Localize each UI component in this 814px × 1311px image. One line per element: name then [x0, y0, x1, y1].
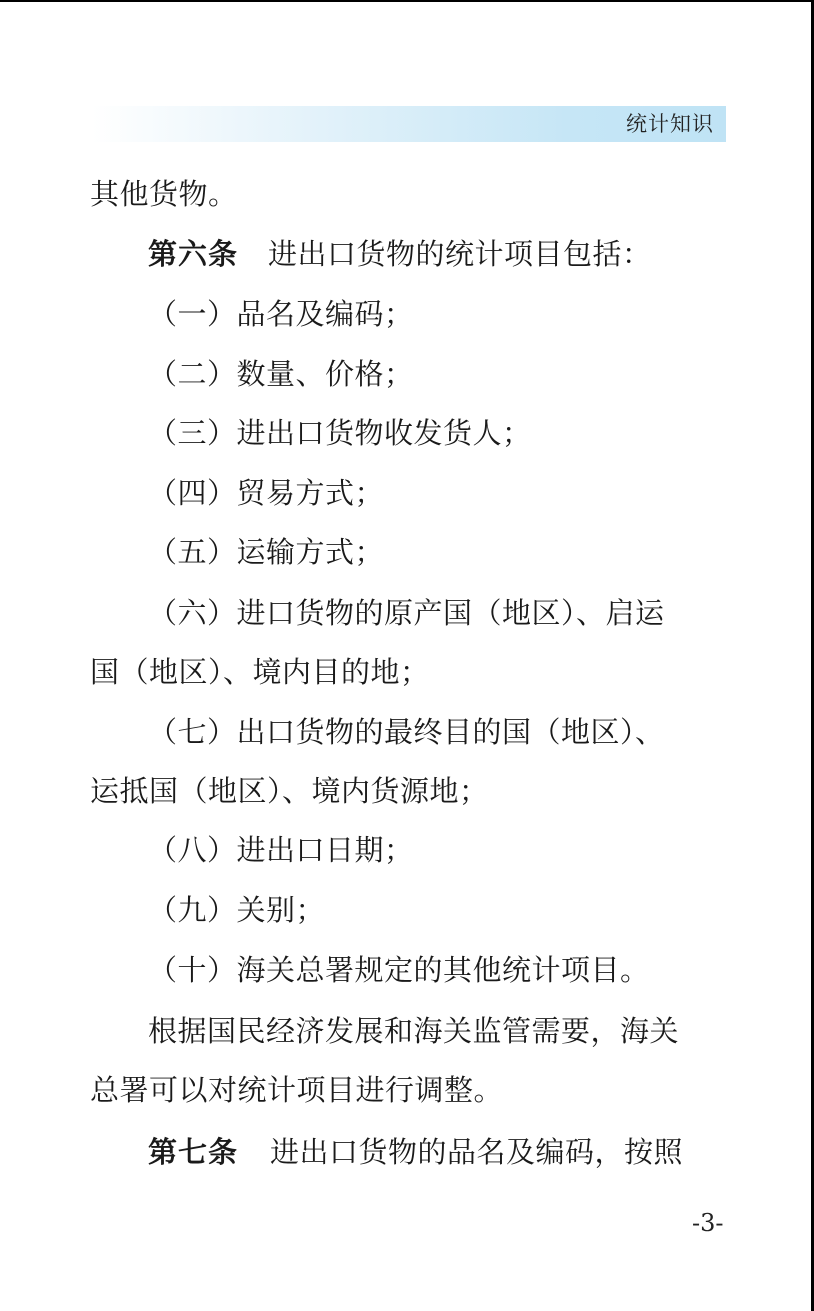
- article-line: [148, 1132, 788, 1172]
- list-item: （三）进出口货物收发货人；: [148, 416, 532, 450]
- article-number: 第七条: [148, 1135, 239, 1169]
- section-header-band: [92, 106, 726, 142]
- list-item: （七）出口货物的最终目的国（地区）、: [148, 715, 665, 749]
- list-item: （五）运输方式；: [148, 535, 385, 569]
- article-text: 进出口货物的品名及编码，按照: [270, 1135, 684, 1169]
- list-item-continuation: 国（地区）、境内目的地；: [90, 655, 430, 689]
- list-item-continuation: 运抵国（地区）、境内货源地；: [90, 774, 489, 808]
- text-line: 总署可以对统计项目进行调整。: [90, 1073, 504, 1107]
- text-line: 其他货物。: [90, 177, 238, 211]
- text-line: 根据国民经济发展和海关监管需要，海关: [148, 1014, 680, 1048]
- article-line: [148, 234, 788, 274]
- list-item: （八）进出口日期；: [148, 833, 414, 867]
- list-item: （十）海关总署规定的其他统计项目。: [148, 953, 650, 987]
- list-item: （二）数量、价格；: [148, 357, 414, 391]
- section-header-title: 统计知识: [626, 112, 714, 136]
- list-item: （一）品名及编码；: [148, 297, 414, 331]
- article-text: 进出口货物的统计项目包括：: [268, 237, 652, 271]
- list-item: （九）关别；: [148, 893, 326, 927]
- list-item: （四）贸易方式；: [148, 476, 385, 510]
- list-item: （六）进口货物的原产国（地区）、启运: [148, 596, 665, 630]
- page-border-top: [0, 0, 812, 2]
- page-number: -3-: [692, 1209, 724, 1237]
- article-number: 第六条: [148, 237, 239, 271]
